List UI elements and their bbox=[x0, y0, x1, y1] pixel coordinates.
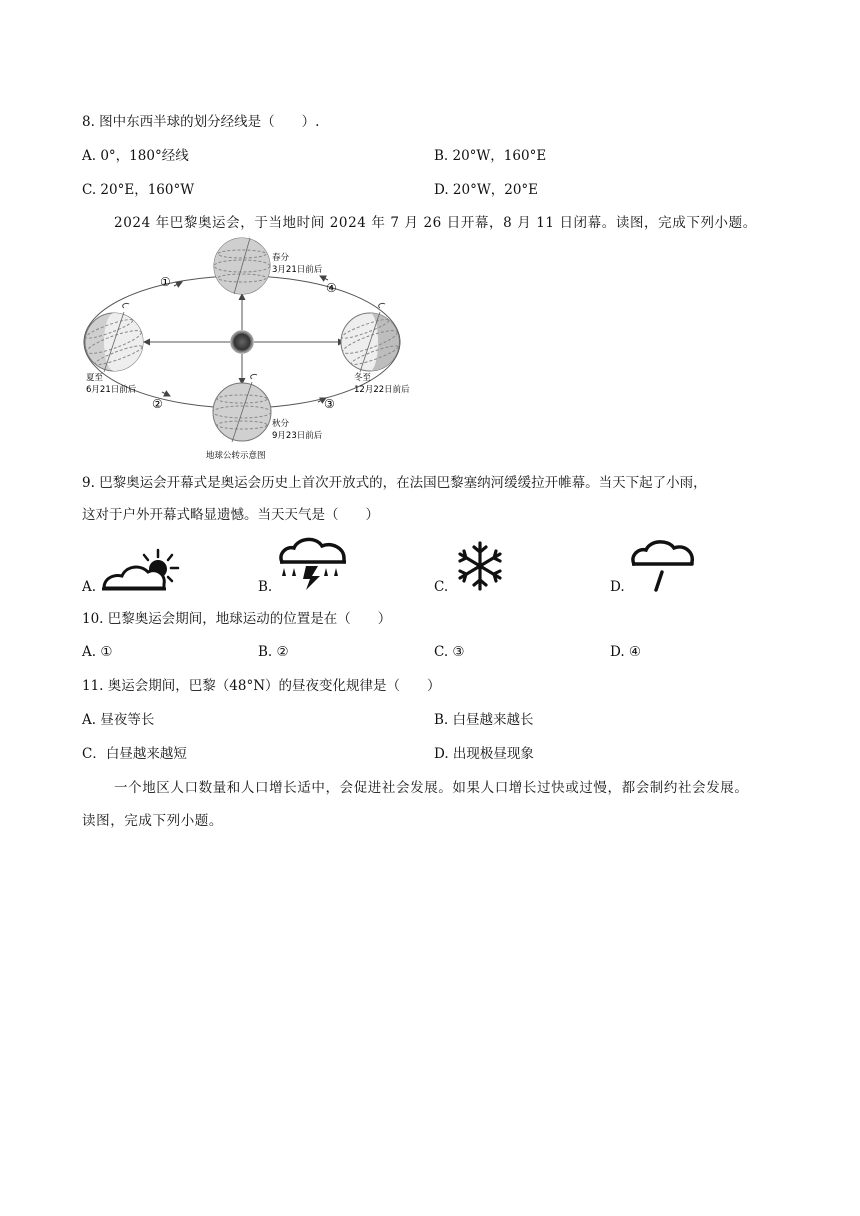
q10-option-b: B. ② bbox=[258, 644, 289, 660]
q9-option-d: D. bbox=[610, 579, 625, 595]
sun-icon bbox=[231, 331, 253, 353]
earth-revolution-diagram bbox=[82, 236, 428, 462]
autumn-name: 秋分 bbox=[272, 419, 290, 429]
q9-option-c: C. bbox=[434, 579, 449, 595]
summer-name: 夏至 bbox=[86, 373, 104, 383]
snowflake-icon bbox=[454, 540, 506, 592]
q9-option-a: A. bbox=[82, 579, 97, 595]
q11-option-d: D. 出现极昼现象 bbox=[434, 746, 534, 762]
q11-option-b: B. 白昼越来越长 bbox=[434, 712, 534, 728]
arc-label-1: ① bbox=[160, 275, 171, 289]
earth-autumn-equinox bbox=[213, 374, 271, 442]
spring-date: 3月21日前后 bbox=[272, 265, 323, 275]
q8-option-b: B. 20°W，160°E bbox=[434, 148, 547, 164]
q11-stem: 11. 奥运会期间，巴黎（48°N）的昼夜变化规律是（ ） bbox=[82, 678, 441, 694]
population-intro-line1: 一个地区人口数量和人口增长适中，会促进社会发展。如果人口增长过快或过慢，都会制约社会发展。 bbox=[114, 780, 749, 796]
q8-option-a: A. 0°，180°经线 bbox=[82, 148, 189, 164]
diagram-caption: 地球公转示意图 bbox=[206, 451, 266, 461]
population-intro-line2: 读图，完成下列小题。 bbox=[82, 813, 223, 829]
q10-option-a: A. ① bbox=[82, 644, 113, 660]
earth-winter-solstice bbox=[340, 303, 399, 372]
orbit-arrow-1 bbox=[174, 282, 182, 286]
q8-option-c: C. 20°E，160°W bbox=[82, 182, 195, 198]
q11-option-a: A. 昼夜等长 bbox=[82, 712, 155, 728]
partly-cloudy-icon bbox=[100, 546, 184, 592]
q10-option-c: C. ③ bbox=[434, 644, 465, 660]
autumn-date: 9月23日前后 bbox=[272, 431, 323, 441]
winter-date: 12月22日前后 bbox=[354, 385, 410, 395]
q9-stem-line2: 这对于户外开幕式略显遗憾。当天天气是（ ） bbox=[82, 507, 379, 523]
q11-option-c: C．白昼越来越短 bbox=[82, 746, 187, 762]
orbit-arrow-2 bbox=[162, 392, 170, 396]
q10-stem: 10. 巴黎奥运会期间，地球运动的位置是在（ ） bbox=[82, 611, 392, 627]
q8-stem: 8. 图中东西半球的划分经线是（ ）. bbox=[82, 114, 320, 130]
winter-name: 冬至 bbox=[354, 373, 372, 383]
q9-stem-line1: 9. 巴黎奥运会开幕式是奥运会历史上首次开放式的，在法国巴黎塞纳河缓缓拉开帷幕。当天下起了小雨， bbox=[82, 475, 707, 491]
arc-label-2: ② bbox=[152, 397, 163, 411]
earth-spring-equinox bbox=[214, 236, 270, 294]
q10-option-d: D. ④ bbox=[610, 644, 642, 660]
q9-option-b: B. bbox=[258, 579, 273, 595]
q8-option-d: D. 20°W，20°E bbox=[434, 182, 539, 198]
arc-label-4: ④ bbox=[326, 281, 337, 295]
summer-date: 6月21日前后 bbox=[86, 385, 137, 395]
olympics-intro: 2024 年巴黎奥运会，于当地时间 2024 年 7 月 26 日开幕，8 月 11 日闭幕。读图，完成下列小题。 bbox=[114, 215, 757, 231]
earth-summer-solstice bbox=[84, 303, 143, 372]
arc-label-3: ③ bbox=[324, 397, 335, 411]
orbit-arrow-4 bbox=[320, 276, 328, 280]
thunderstorm-icon bbox=[276, 536, 350, 592]
light-rain-icon bbox=[628, 540, 694, 592]
spring-name: 春分 bbox=[272, 253, 290, 263]
